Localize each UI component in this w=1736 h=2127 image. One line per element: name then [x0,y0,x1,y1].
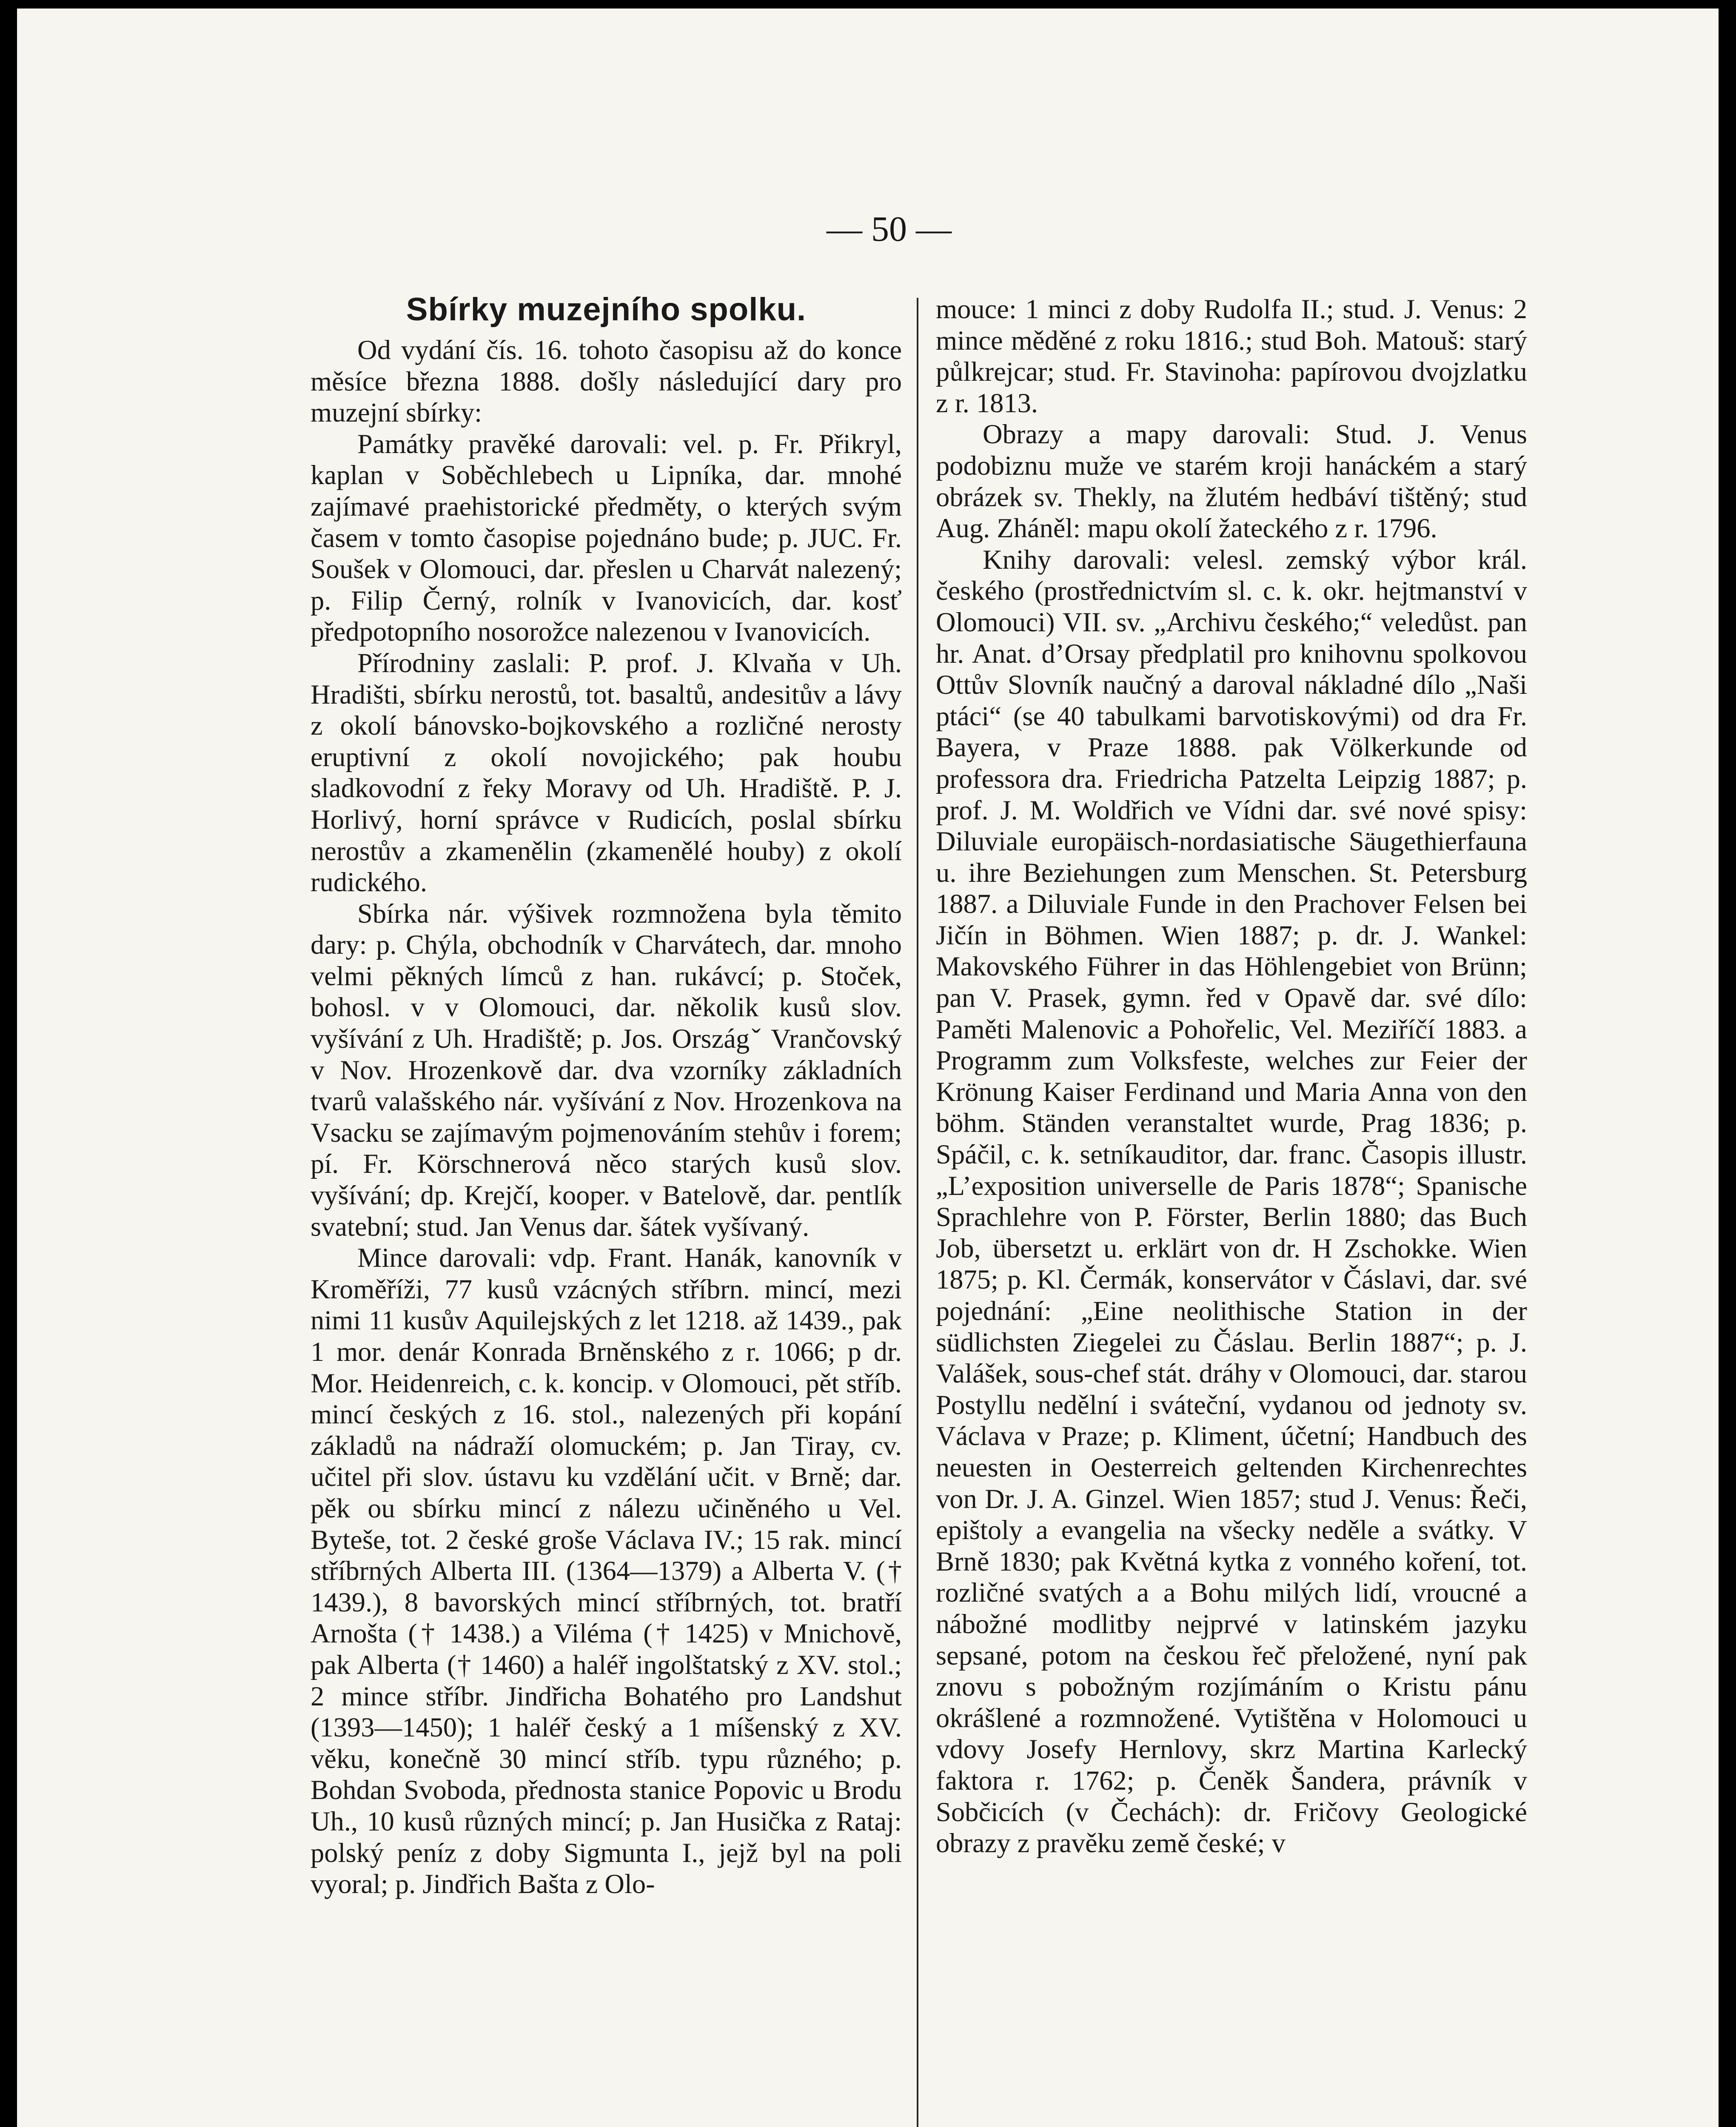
prehistoric-donations-paragraph: Památky pravěké darovali: vel. p. Fr. Přikryl, kaplan v Soběchlebech u Lipníka, dar. mnohé zajímavé praehistorické předměty, o kterých svým časem v tomto časopise pojednáno bude; p. JUC. Fr. Soušek v Olomouci, dar. přeslen u Charvát nalezený; p. Filip Černý, rolník v Ivanovicích, dar. kosť předpotopního nosorožce nalezenou v Ivanovicích. [311,428,902,647]
natural-specimens-paragraph: Přírodniny zaslali: P. prof. J. Klvaňa v Uh. Hradišti, sbírku nerostů, tot. basaltů, andesitův a lávy z okolí bánovsko-bojkovského a rozličné nerosty eruptivní z okolí novojického; pak houbu sladkovodní z řeky Moravy od Uh. Hradiště. P. J. Horlivý, horní správce v Rudicích, poslal sbírku nerostův a zkamenělin (zkamenělé houby) z okolí rudického. [311,647,902,898]
coins-paragraph: Mince darovali: vdp. Frant. Hanák, kanovník v Kroměříži, 77 kusů vzácných stříbrn. mincí, mezi nimi 11 kusův Aquilejských z let 1218. až 1439., pak 1 mor. denár Konrada Brněnského z r. 1066; p dr. Mor. Heidenreich, c. k. koncip. v Olomouci, pět stříb. mincí českých z 16. stol., nalezených při kopání základů na nádraží olomuckém; p. Jan Tiray, cv. učitel při slov. ústavu ku vzdělání učit. v Brně; dar. pěk ou sbírku mincí z nálezu učiněného u Vel. Byteše, tot. 2 české groše Václava IV.; 15 rak. mincí stříbrných Alberta III. (1364—1379) a Alberta V. († 1439.), 8 bavorských mincí stříbrných, tot. bratří Arnošta († 1438.) a Viléma († 1425) v Mnichově, pak Alberta († 1460) a haléř ingolštatský z XV. stol.; 2 mince stříbr. Jindřicha Bohatého pro Landshut (1393—1450); 1 haléř český a 1 míšenský z XV. věku, konečně 30 mincí stříb. typu různého; p. Bohdan Svoboda, přednosta stanice Popovic u Brodu Uh., 10 kusů různých mincí; p. Jan Husička z Rataj: polský peníz z doby Sigmunta I., jejž byl na poli vyoral; p. Jindřich Bašta z Olo- [311,1243,902,1899]
pictures-maps-paragraph: Obrazy a mapy darovali: Stud. J. Venus podobiznu muže ve starém kroji hanáckém a starý obrázek sv. Thekly, na žlutém hedbáví tištěný; stud Aug. Zháněl: mapu okolí žateckého z r. 1796. [936,419,1527,544]
page-number: — 50 — [827,209,952,249]
intro-paragraph: Od vydání čís. 16. tohoto časopisu až do konce měsíce března 1888. došly následující dary pro muzejní sbírky: [311,335,902,428]
section-heading: Sbírky muzejního spolku. [406,291,807,328]
books-paragraph: Knihy darovali: velesl. zemský výbor král. českého (prostřednictvím sl. c. k. okr. hejtmanství v Olomouci) VII. sv. „Archivu českého;“ veledůst. pan hr. Anat. d’Orsay předplatil pro knihovnu spolkovou Ottův Slovník naučný a daroval nákladné dílo „Naši ptáci“ (se 40 tabulkami barvotiskovými) od dra Fr. Bayera, v Praze 1888. pak Völkerkunde od professora dra. Friedricha Patzelta Leipzig 1887; p. prof. J. M. Woldřich ve Vídni dar. své nové spisy: Diluviale europäisch-nordasiatische Säugethierfauna u. ihre Beziehungen zum Menschen. St. Petersburg 1887. a Diluviale Funde in den Prachover Felsen bei Jičín in Böhmen. Wien 1887; p. dr. J. Wankel: Makovského Führer in das Höhlengebiet von Brünn; pan V. Prasek, gymn. řed v Opavě dar. své dílo: Paměti Malenovic a Pohořelic, Vel. Meziříčí 1883. a Programm zum Volksfeste, welches zur Feier der Krönung Kaiser Ferdinand und Maria Anna von den böhm. Ständen veranstaltet wurde, Prag 1836; p. Spáčil, c. k. setníkauditor, dar. franc. Časopis illustr. „L’exposition universelle de Paris 1878“; Spanische Sprachlehre von P. Förster, Berlin 1880; das Buch Job, übersetzt u. erklärt von dr. H Zschokke. Wien 1875; p. Kl. Čermák, konservátor v Čáslavi, dar. své pojednání: „Eine neolithische Station in der südlichsten Ziegelei zu Čáslau. Berlin 1887“; p. J. Valášek, sous-chef stát. dráhy v Olomouci, dar. starou Postyllu nedělní i sváteční, vydanou od jednoty sv. Václava v Praze; p. Kliment, účetní; Handbuch des neuesten in Oesterreich geltenden Kirchenrechtes von Dr. J. A. Ginzel. Wien 1857; stud J. Venus: Řeči, epištoly a evangelia na všecky neděle a svátky. V Brně 1830; pak Květná kytka z vonného koření, tot. rozličné svatých a a Bohu milých lidí, vroucné a nábožné modlitby nejprvé v latinském jazyku sepsané, potom na českou řeč přeložené, nyní pak znovu s pobožným rozjímáním o Kristu pánu okrášlené a rozmnožené. Vytištěna v Holomouci u vdovy Josefy Hernlovy, skrz Martina Karlecký faktora r. 1762; p. Čeněk Šandera, právník v Sobčicích (v Čechách): dr. Fričovy Geologické obrazy z pravěku země české; v [936,544,1527,1859]
embroidery-collection-paragraph: Sbírka nár. výšivek rozmnožena byla těmito dary: p. Chýla, obchodník v Charvátech, dar. mnoho velmi pěkných límců z han. rukávcí; p. Stoček, bohosl. v v Olomouci, dar. několik kusů slov. vyšívání z Uh. Hradiště; p. Jos. Országˇ Vrančovský v Nov. Hrozenkově dar. dva vzorníky základních tvarů valašského nár. vyšívání z Nov. Hrozenkova na Vsacku se zajímavým pojmenováním stehův i forem; pí. Fr. Körschnerová něco starých kusů slov. vyšívání; dp. Krejčí, kooper. v Batelově, dar. pentlík svatební; stud. Jan Venus dar. šátek vyšívaný. [311,898,902,1242]
coins-continued-paragraph: mouce: 1 minci z doby Rudolfa II.; stud. J. Venus: 2 mince měděné z roku 1816.; stud Boh. Matouš: starý půlkrejcar; stud. Fr. Stavinoha: papírovou dvojzlatku z r. 1813. [936,294,1527,418]
column-divider [917,298,918,2127]
right-column [936,294,1527,1859]
left-column [311,289,902,1900]
